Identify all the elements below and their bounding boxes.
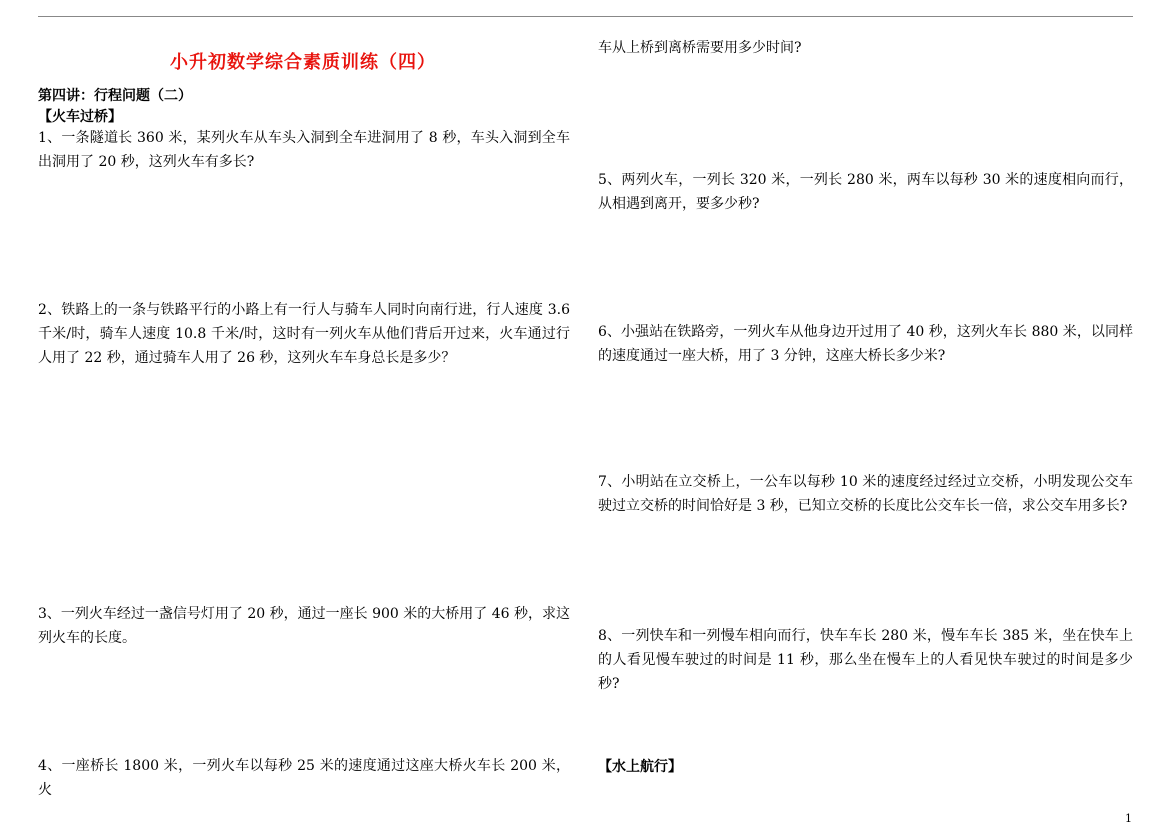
top-rule (38, 16, 1133, 17)
problem-7: 7、小明站在立交桥上，一公车以每秒 10 米的速度经过经过立交桥，小明发现公交车驶过立交桥的时间恰好是 3 秒，已知立交桥的长度比公交车长一倍，求公交车用多长? (598, 474, 1133, 514)
page-title: 小升初数学综合素质训练（四） (170, 52, 436, 73)
section-heading-water: 【水上航行】 (598, 759, 682, 775)
page-number: 1 (1125, 812, 1132, 825)
problem-2: 2、铁路上的一条与铁路平行的小路上有一行人与骑车人同时向南行进，行人速度 3.6 千米/时，骑车人速度 10.8 千米/时，这时有一列火车从他们背后开过来，火车通过行人用了 22 秒，通过骑车人用了 26 秒，这列火车车身总长是多少？ (38, 302, 570, 366)
problem-4: 4、一座桥长 1800 米，一列火车以每秒 25 米的速度通过这座大桥火车长 200 米，火 (38, 758, 570, 798)
section-heading-train: 【火车过桥】 (38, 109, 122, 125)
problem-3: 3、一列火车经过一盏信号灯用了 20 秒，通过一座长 900 米的大桥用了 46 秒，求这列火车的长度。 (38, 606, 570, 646)
problem-1: 1、一条隧道长 360 米，某列火车从车头入洞到全车进洞用了 8 秒，车头入洞到全车出洞用了 20 秒，这列火车有多长? (38, 130, 570, 170)
problem-5: 5、两列火车，一列长 320 米，一列长 280 米，两车以每秒 30 米的速度相向而行，从相遇到离开，要多少秒? (598, 172, 1133, 212)
lecture-heading: 第四讲：行程问题（二） (38, 88, 192, 104)
problem-4-continued: 车从上桥到离桥需要用多少时间? (598, 40, 802, 56)
problem-6: 6、小强站在铁路旁，一列火车从他身边开过用了 40 秒，这列火车长 880 米，以同样的速度通过一座大桥，用了 3 分钟，这座大桥长多少米? (598, 324, 1133, 364)
problem-8: 8、一列快车和一列慢车相向而行，快车车长 280 米，慢车车长 385 米，坐在快车上的人看见慢车驶过的时间是 11 秒，那么坐在慢车上的人看见快车驶过的时间是多少秒? (598, 628, 1133, 692)
